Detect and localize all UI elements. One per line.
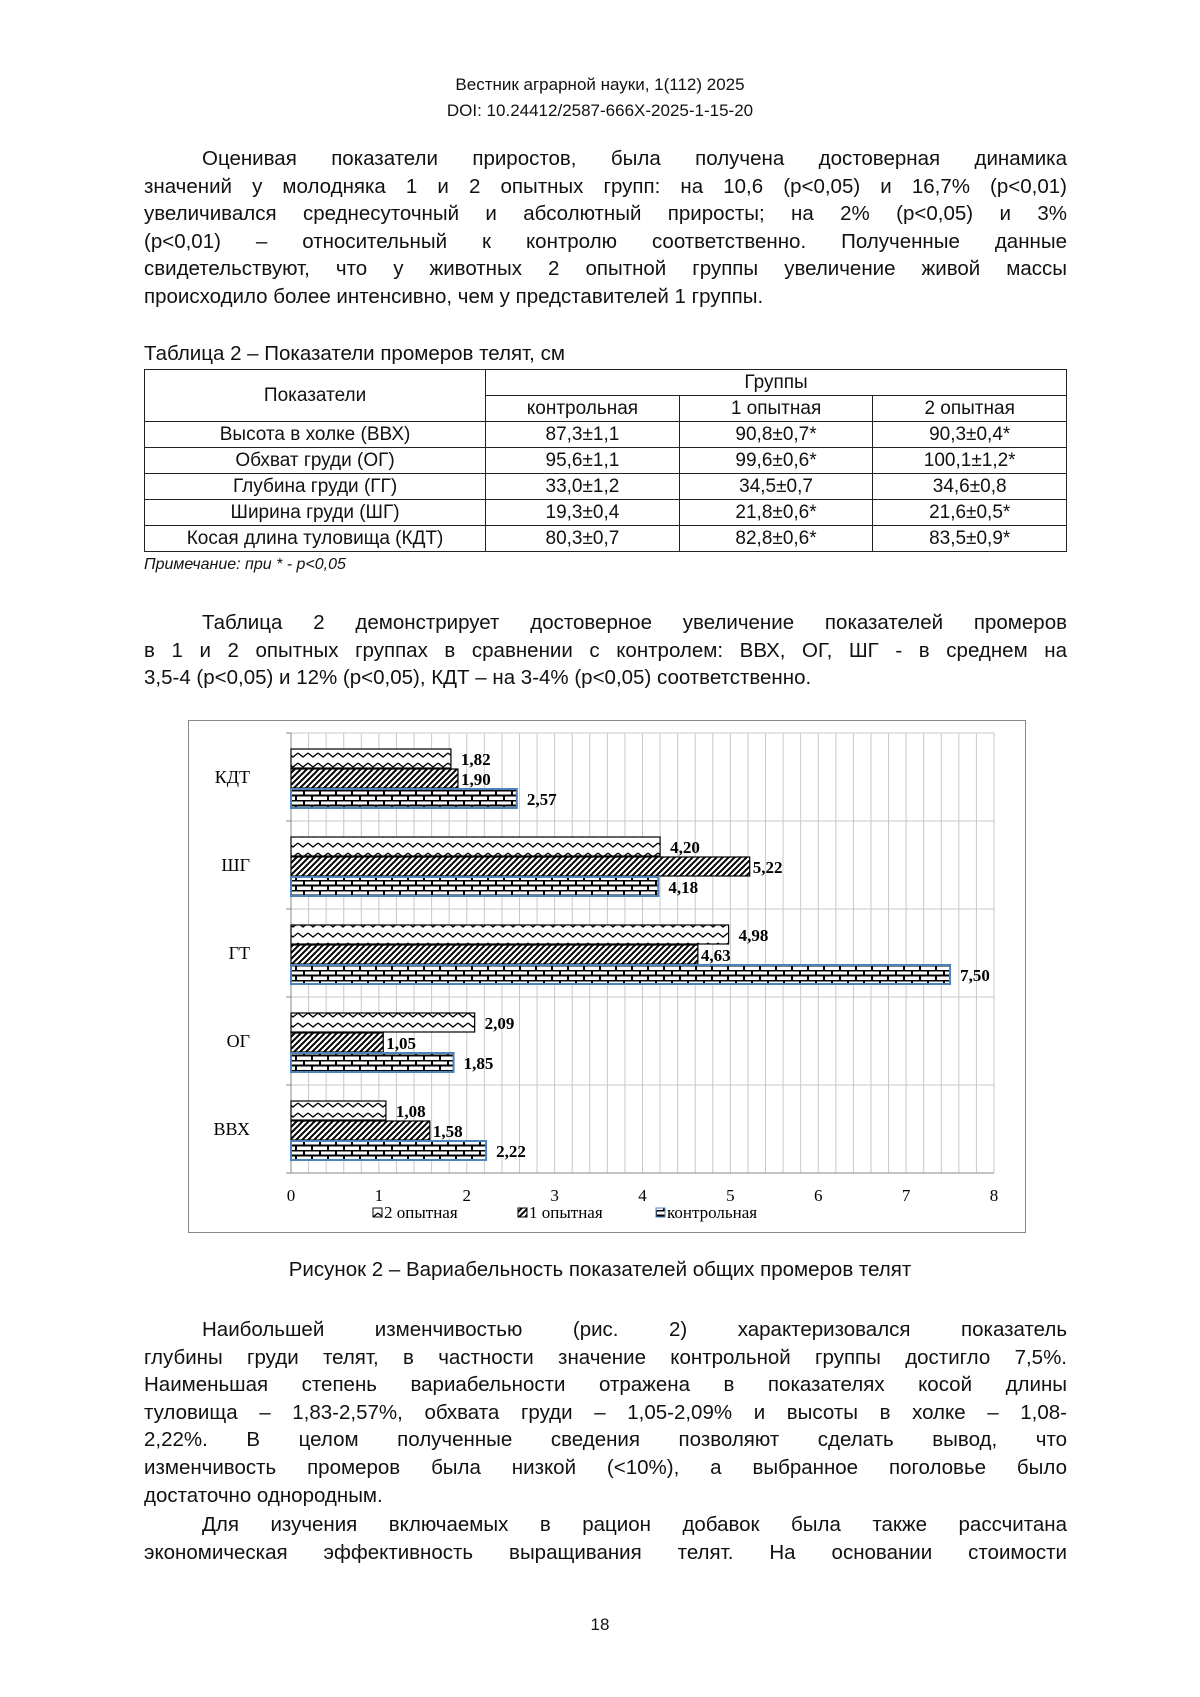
table-row bbox=[145, 500, 1067, 526]
cell-value: 100,1±1,2* bbox=[873, 448, 1067, 474]
header-groups: Группы bbox=[486, 370, 1067, 396]
cell-value: 80,3±0,7 bbox=[486, 526, 680, 552]
cell-indicator: Косая длина туловища (КДТ) bbox=[145, 526, 486, 552]
bar-diagonal bbox=[291, 857, 750, 876]
legend-swatch-zigzag bbox=[373, 1208, 382, 1217]
data-label: 5,22 bbox=[752, 858, 783, 877]
bar-zigzag bbox=[291, 749, 451, 768]
cell-value: 21,8±0,6* bbox=[679, 500, 873, 526]
paragraph-3 bbox=[144, 1316, 1067, 1509]
table-caption: Таблица 2 – Показатели промеров телят, см bbox=[144, 342, 565, 365]
legend-swatch-diagonal bbox=[518, 1208, 527, 1217]
category-label: ШГ bbox=[221, 855, 250, 875]
bar-diagonal bbox=[291, 945, 698, 964]
cell-value: 34,6±0,8 bbox=[873, 474, 1067, 500]
x-tick-label: 2 bbox=[462, 1186, 471, 1205]
text-line: происходило более интенсивно, чем у представителей 1 группы. bbox=[144, 284, 764, 308]
header-indicator: Показатели bbox=[145, 370, 486, 422]
cell-value: 82,8±0,6* bbox=[679, 526, 873, 552]
text-line: увеличивался среднесуточный и абсолютный приросты; на 2% (р<0,05) и 3% bbox=[144, 202, 1067, 226]
text-line: 2,22%. В целом полученные сведения позволяют сделать вывод, что bbox=[144, 1428, 1067, 1452]
measurements-table bbox=[144, 369, 1067, 552]
doi: DOI: 10.24412/2587-666X-2025-1-15-20 bbox=[446, 101, 754, 120]
data-label: 2,09 bbox=[484, 1014, 515, 1033]
figure-caption: Рисунок 2 – Вариабельность показателей общих промеров телят bbox=[288, 1258, 912, 1281]
cell-indicator: Ширина груди (ШГ) bbox=[145, 500, 486, 526]
text-line: достаточно однородным. bbox=[144, 1483, 383, 1507]
bar-brick bbox=[291, 1053, 454, 1072]
x-tick-label: 1 bbox=[374, 1186, 384, 1205]
page-number: 18 bbox=[590, 1615, 610, 1634]
category-label: ОГ bbox=[226, 1031, 250, 1051]
bar-brick bbox=[291, 965, 950, 984]
text-line: в 1 и 2 опытных группах в сравнении с контролем: ВВХ, ОГ, ШГ - в среднем на bbox=[144, 638, 1067, 662]
table-row bbox=[145, 422, 1067, 448]
bar-zigzag bbox=[291, 925, 729, 944]
text-line: глубины груди телят, в частности значение контрольной группы достигло 7,5%. bbox=[144, 1345, 1067, 1369]
text-line: (р<0,01) – относительный к контролю соответственно. Полученные данные bbox=[144, 229, 1067, 253]
text-line: свидетельствуют, что у животных 2 опытной группы увеличение живой массы bbox=[144, 257, 1067, 281]
x-tick-label: 6 bbox=[814, 1186, 823, 1205]
paragraph-1 bbox=[144, 145, 1067, 311]
data-label: 1,58 bbox=[432, 1122, 463, 1141]
cell-value: 87,3±1,1 bbox=[486, 422, 680, 448]
x-tick-label: 7 bbox=[901, 1186, 911, 1205]
text-line: значений у молодняка 1 и 2 опытных групп: на 10,6 (р<0,05) и 16,7% (р<0,01) bbox=[144, 174, 1067, 198]
data-label: 4,98 bbox=[738, 926, 769, 945]
data-label: 1,05 bbox=[386, 1034, 417, 1053]
data-label: 7,50 bbox=[960, 966, 990, 985]
x-tick-label: 8 bbox=[989, 1186, 999, 1205]
text-line: Оценивая показатели приростов, была получена достоверная динамика bbox=[202, 147, 1067, 170]
paragraph-2 bbox=[144, 609, 1067, 692]
col-header: контрольная bbox=[486, 396, 680, 422]
text-line: изменчивость промеров была низкой (<10%), а выбранное поголовье было bbox=[144, 1455, 1067, 1479]
x-tick-label: 3 bbox=[550, 1186, 559, 1205]
legend-swatch-brick bbox=[656, 1208, 665, 1217]
legend-label: 2 опытная bbox=[384, 1203, 458, 1222]
data-label: 1,85 bbox=[463, 1054, 494, 1073]
cell-indicator: Высота в холке (ВВХ) bbox=[145, 422, 486, 448]
data-label: 1,08 bbox=[395, 1102, 426, 1121]
cell-value: 83,5±0,9* bbox=[873, 526, 1067, 552]
col-header: 1 опытная bbox=[679, 396, 873, 422]
text-line: Наибольшей изменчивостью (рис. 2) характеризовался показатель bbox=[202, 1318, 1067, 1341]
category-label: КДТ bbox=[214, 767, 250, 787]
cell-value: 90,3±0,4* bbox=[873, 422, 1067, 448]
data-label: 4,20 bbox=[670, 838, 700, 857]
bar-zigzag bbox=[291, 1013, 475, 1032]
col-header: 2 опытная bbox=[873, 396, 1067, 422]
bar-brick bbox=[291, 877, 658, 896]
bar-zigzag bbox=[291, 837, 660, 856]
data-label: 1,90 bbox=[460, 770, 491, 789]
cell-value: 21,6±0,5* bbox=[873, 500, 1067, 526]
cell-value: 99,6±0,6* bbox=[679, 448, 873, 474]
text-line: Таблица 2 демонстрирует достоверное увеличение показателей промеров bbox=[202, 611, 1067, 634]
cell-indicator: Обхват груди (ОГ) bbox=[145, 448, 486, 474]
data-label: 2,57 bbox=[526, 790, 557, 809]
category-label: ГТ bbox=[228, 943, 250, 963]
category-label: ВВХ bbox=[213, 1119, 250, 1139]
x-tick-label: 5 bbox=[726, 1186, 735, 1205]
data-label: 1,82 bbox=[460, 750, 491, 769]
x-tick-label: 0 bbox=[286, 1186, 296, 1205]
bar-brick bbox=[291, 1141, 486, 1160]
x-tick-label: 4 bbox=[638, 1186, 647, 1205]
table-row bbox=[145, 526, 1067, 552]
journal-title: Вестник аграрной науки, 1(112) 2025 bbox=[455, 75, 745, 94]
cell-value: 34,5±0,7 bbox=[679, 474, 873, 500]
text-line: экономическая эффективность выращивания телят. На основании стоимости bbox=[144, 1540, 1067, 1564]
bar-brick bbox=[291, 789, 517, 808]
cell-value: 19,3±0,4 bbox=[486, 500, 680, 526]
bar-zigzag bbox=[291, 1101, 386, 1120]
data-label: 4,18 bbox=[668, 878, 699, 897]
table-row bbox=[145, 448, 1067, 474]
cell-value: 95,6±1,1 bbox=[486, 448, 680, 474]
paragraph-4 bbox=[144, 1511, 1067, 1566]
cell-indicator: Глубина груди (ГГ) bbox=[145, 474, 486, 500]
table-row bbox=[145, 474, 1067, 500]
legend-label: контрольная bbox=[667, 1203, 758, 1222]
legend-label: 1 опытная bbox=[529, 1203, 603, 1222]
variability-bar-chart bbox=[188, 720, 1026, 1233]
bar-diagonal bbox=[291, 769, 458, 788]
cell-value: 33,0±1,2 bbox=[486, 474, 680, 500]
bar-diagonal bbox=[291, 1033, 383, 1052]
text-line: Для изучения включаемых в рацион добавок была также рассчитана bbox=[202, 1513, 1067, 1536]
data-label: 2,22 bbox=[496, 1142, 526, 1161]
table-note: Примечание: при * - р<0,05 bbox=[144, 556, 346, 573]
data-label: 4,63 bbox=[700, 946, 731, 965]
text-line: Наименьшая степень вариабельности отражена в показателях косой длины bbox=[144, 1373, 1067, 1397]
text-line: туловища – 1,83-2,57%, обхвата груди – 1,05-2,09% и высоты в холке – 1,08- bbox=[144, 1400, 1067, 1424]
cell-value: 90,8±0,7* bbox=[679, 422, 873, 448]
bar-diagonal bbox=[291, 1121, 430, 1140]
text-line: 3,5-4 (р<0,05) и 12% (р<0,05), КДТ – на 3-4% (р<0,05) соответственно. bbox=[144, 666, 812, 690]
